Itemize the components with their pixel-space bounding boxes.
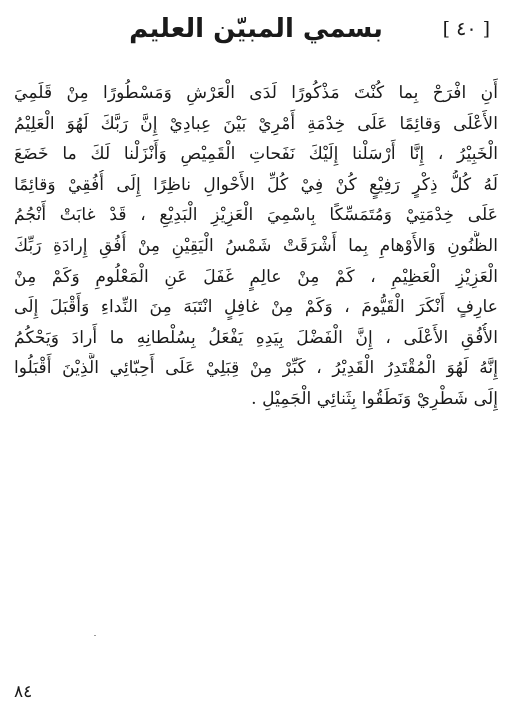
text-line: إِنَّهُ لَهُوَ الْمُقْتَدِرُ الْقَدِيْرُ ، كَبِّرْ مِنْ قِبَلِيْ عَلَى أَحِبّائِي الَّذِيْنَ أَقْبَلُوا	[14, 358, 498, 379]
section-number: [ ٤٠ ]	[442, 18, 490, 40]
text-line: الظُّنُونِ وَالأَوْهامِ بِما أَشْرَقَتْ شَمْسُ الْيَقِيْنِ مِنْ أُفُقِ إِرادَةِ رَبِّكَ	[14, 235, 498, 256]
text-line: الأُفُقِ الأَعْلَى ، إِنَّ الْفَضْلَ بِيَدِهِ يَفْعَلُ بِسُلْطانِهِ ما أَرادَ وَيَحْكُمُ	[14, 327, 498, 348]
page-header	[0, 14, 512, 54]
text-line: الْعَزِيْزِ الْعَظِيْمِ ، كَمْ مِنْ عالِمٍ غَفَلَ عَنِ الْمَعْلُومِ وَكَمْ مِنْ	[14, 266, 498, 287]
page-title: بسمي المبيّن العليم	[129, 14, 383, 44]
text-line: عَلَى خِدْمَتِيْ وَمُتَمَسِّكًا بِاسْمِيَ الْعَزِيْزِ الْبَدِيْعِ ، قَدْ غابَتْ أَنْجُمُ	[14, 205, 498, 226]
text-line: أَنِ افْرَحْ بِما كُنْتَ مَذْكُورًا لَدَى الْعَرْشِ وَمَسْطُورًا مِنْ قَلَمِيَ	[14, 83, 498, 103]
body-text	[14, 78, 498, 415]
text-line: الْخَبِيْرُ ، إِنَّا أَرْسَلْنا إِلَيْكَ نَفَحاتِ الْقَمِيْصِ وَأَنْزَلْنا لَكَ ما خَضَعَ	[14, 144, 498, 165]
text-line: الأَعْلَى وَقائِمًا عَلَى خِدْمَةِ أَمْرِيْ بَيْنَ عِبادِيْ إِنَّ رَبَّكَ لَهُوَ الْعَلِيْمُ	[14, 113, 498, 134]
text-line: عارِفٍ أَنْكَرَ الْقَيُّومَ ، وَكَمْ مِنْ غافِلٍ انْتَبَهَ مِنَ النِّداءِ وَأَقْبَلَ إِلَى	[14, 297, 498, 318]
scan-speck	[94, 635, 96, 636]
text-line-last: إِلَى شَطْرِيْ وَنَطَقُوا بِثَنائِي الْجَمِيْلِ .	[251, 388, 498, 409]
text-line: لَهُ كُلُّ ذِكْرٍ رَفِيْعٍ كُنْ فِيْ كُلِّ الأَحْوالِ ناظِرًا إِلَى أُفُقِيْ وَقائِمًا	[14, 174, 498, 195]
page-number: ٨٤	[14, 682, 33, 702]
